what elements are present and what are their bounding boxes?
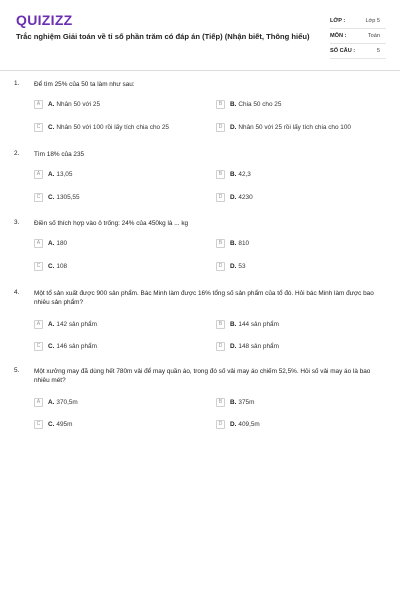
question-stem: Một xưởng may đã dùng hết 780m vải để may quần áo, trong đó số vải may áo chiếm 52,5%. Hỏi số vải may áo là bao nhiêu mét? [34, 368, 371, 384]
option-letter: D. [230, 342, 237, 350]
question-number: 3. [14, 219, 20, 226]
option-letter: B. [230, 320, 237, 328]
option-letter: D. [230, 193, 237, 201]
option-checkbox[interactable]: D [216, 342, 225, 351]
header-divider [0, 70, 400, 71]
option-checkbox[interactable]: C [34, 123, 43, 132]
meta-value: Toán [367, 33, 380, 39]
option-checkbox[interactable]: D [216, 262, 225, 271]
option-letter: A. [48, 170, 55, 178]
option-c[interactable] [34, 261, 67, 271]
meta-row-count [330, 44, 386, 59]
worksheet-title: Trắc nghiệm Giải toán về tỉ số phần trăm có đáp án (Tiếp) (Nhận biết, Thông hiểu) [16, 32, 310, 41]
option-checkbox[interactable]: A [34, 100, 43, 109]
option-text: Nhân 50 với 25 [56, 100, 101, 108]
meta-key: LỚP : [330, 18, 346, 24]
question-stem: Một tổ sản xuất được 900 sản phẩm. Bác Minh làm được 16% tổng số sản phẩm của tổ đó. Hỏi bác Minh làm được bao nhiêu sản phẩm? [34, 290, 374, 306]
option-letter: C. [48, 123, 55, 131]
option-letter: C. [48, 262, 55, 270]
question-stem: Để tìm 25% của 50 ta làm như sau: [34, 81, 135, 88]
option-text: 495m [56, 420, 73, 428]
option-a[interactable] [34, 99, 100, 109]
option-letter: D. [230, 123, 237, 131]
option-checkbox[interactable]: A [34, 239, 43, 248]
option-a[interactable] [34, 238, 67, 248]
meta-row-grade [330, 14, 386, 29]
option-checkbox[interactable]: B [216, 320, 225, 329]
option-text: 4230 [238, 193, 253, 201]
quizizz-logo: QUIZIZZ [16, 12, 73, 28]
option-text: 409,5m [238, 420, 260, 428]
option-letter: B. [230, 398, 237, 406]
option-a[interactable] [34, 319, 97, 329]
option-letter: A. [48, 320, 55, 328]
option-checkbox[interactable]: A [34, 320, 43, 329]
option-d[interactable] [216, 122, 351, 132]
option-a[interactable] [34, 397, 78, 407]
option-letter: D. [230, 262, 237, 270]
option-b[interactable] [216, 397, 254, 407]
meta-value: 5 [376, 48, 380, 54]
worksheet-meta [330, 14, 386, 59]
question-number: 4. [14, 289, 20, 296]
option-text: 142 sản phẩm [56, 320, 97, 328]
option-text: Nhân 50 với 25 rồi lấy tích chia cho 100 [238, 123, 351, 131]
option-d[interactable] [216, 261, 246, 271]
option-text: 42,3 [238, 170, 251, 178]
option-checkbox[interactable]: B [216, 398, 225, 407]
option-d[interactable] [216, 341, 279, 351]
option-text: 180 [56, 239, 68, 247]
option-letter: A. [48, 239, 55, 247]
option-c[interactable] [34, 419, 72, 429]
question-number: 1. [14, 80, 20, 87]
option-checkbox[interactable]: C [34, 342, 43, 351]
meta-key: SỐ CÂU : [330, 48, 356, 54]
option-letter: C. [48, 193, 55, 201]
question-stem: Điền số thích hợp vào ô trống: 24% của 450kg là ... kg [34, 220, 189, 227]
option-text: 53 [238, 262, 246, 270]
option-checkbox[interactable]: D [216, 193, 225, 202]
option-text: Nhân 50 với 100 rồi lấy tích chia cho 25 [56, 123, 169, 131]
question-stem: Tìm 18% của 235 [34, 151, 85, 158]
option-text: 810 [238, 239, 250, 247]
option-a[interactable] [34, 169, 72, 179]
option-c[interactable] [34, 341, 97, 351]
option-letter: A. [48, 398, 55, 406]
option-text: Chia 50 cho 25 [238, 100, 282, 108]
meta-value: Lớp 5 [365, 18, 380, 24]
option-checkbox[interactable]: C [34, 193, 43, 202]
question-number: 5. [14, 367, 20, 374]
option-c[interactable] [34, 122, 169, 132]
option-checkbox[interactable]: B [216, 100, 225, 109]
option-letter: B. [230, 100, 237, 108]
meta-row-subject [330, 29, 386, 44]
option-checkbox[interactable]: C [34, 262, 43, 271]
option-checkbox[interactable]: A [34, 170, 43, 179]
option-d[interactable] [216, 419, 260, 429]
worksheet-header [0, 0, 400, 68]
question-number: 2. [14, 150, 20, 157]
option-checkbox[interactable]: D [216, 420, 225, 429]
option-checkbox[interactable]: A [34, 398, 43, 407]
option-c[interactable] [34, 192, 80, 202]
option-b[interactable] [216, 169, 251, 179]
option-text: 375m [238, 398, 255, 406]
option-letter: D. [230, 420, 237, 428]
option-text: 13,05 [56, 170, 73, 178]
option-b[interactable] [216, 238, 249, 248]
option-letter: B. [230, 239, 237, 247]
option-b[interactable] [216, 319, 279, 329]
option-checkbox[interactable]: B [216, 239, 225, 248]
option-letter: B. [230, 170, 237, 178]
option-text: 108 [56, 262, 68, 270]
option-letter: A. [48, 100, 55, 108]
option-checkbox[interactable]: D [216, 123, 225, 132]
option-b[interactable] [216, 99, 281, 109]
option-letter: C. [48, 420, 55, 428]
option-text: 144 sản phẩm [238, 320, 279, 328]
option-text: 1305,55 [56, 193, 80, 201]
option-text: 148 sản phẩm [238, 342, 279, 350]
option-checkbox[interactable]: B [216, 170, 225, 179]
option-checkbox[interactable]: C [34, 420, 43, 429]
option-letter: C. [48, 342, 55, 350]
meta-key: MÔN : [330, 33, 347, 39]
option-text: 370,5m [56, 398, 78, 406]
option-text: 146 sản phẩm [56, 342, 97, 350]
option-d[interactable] [216, 192, 253, 202]
